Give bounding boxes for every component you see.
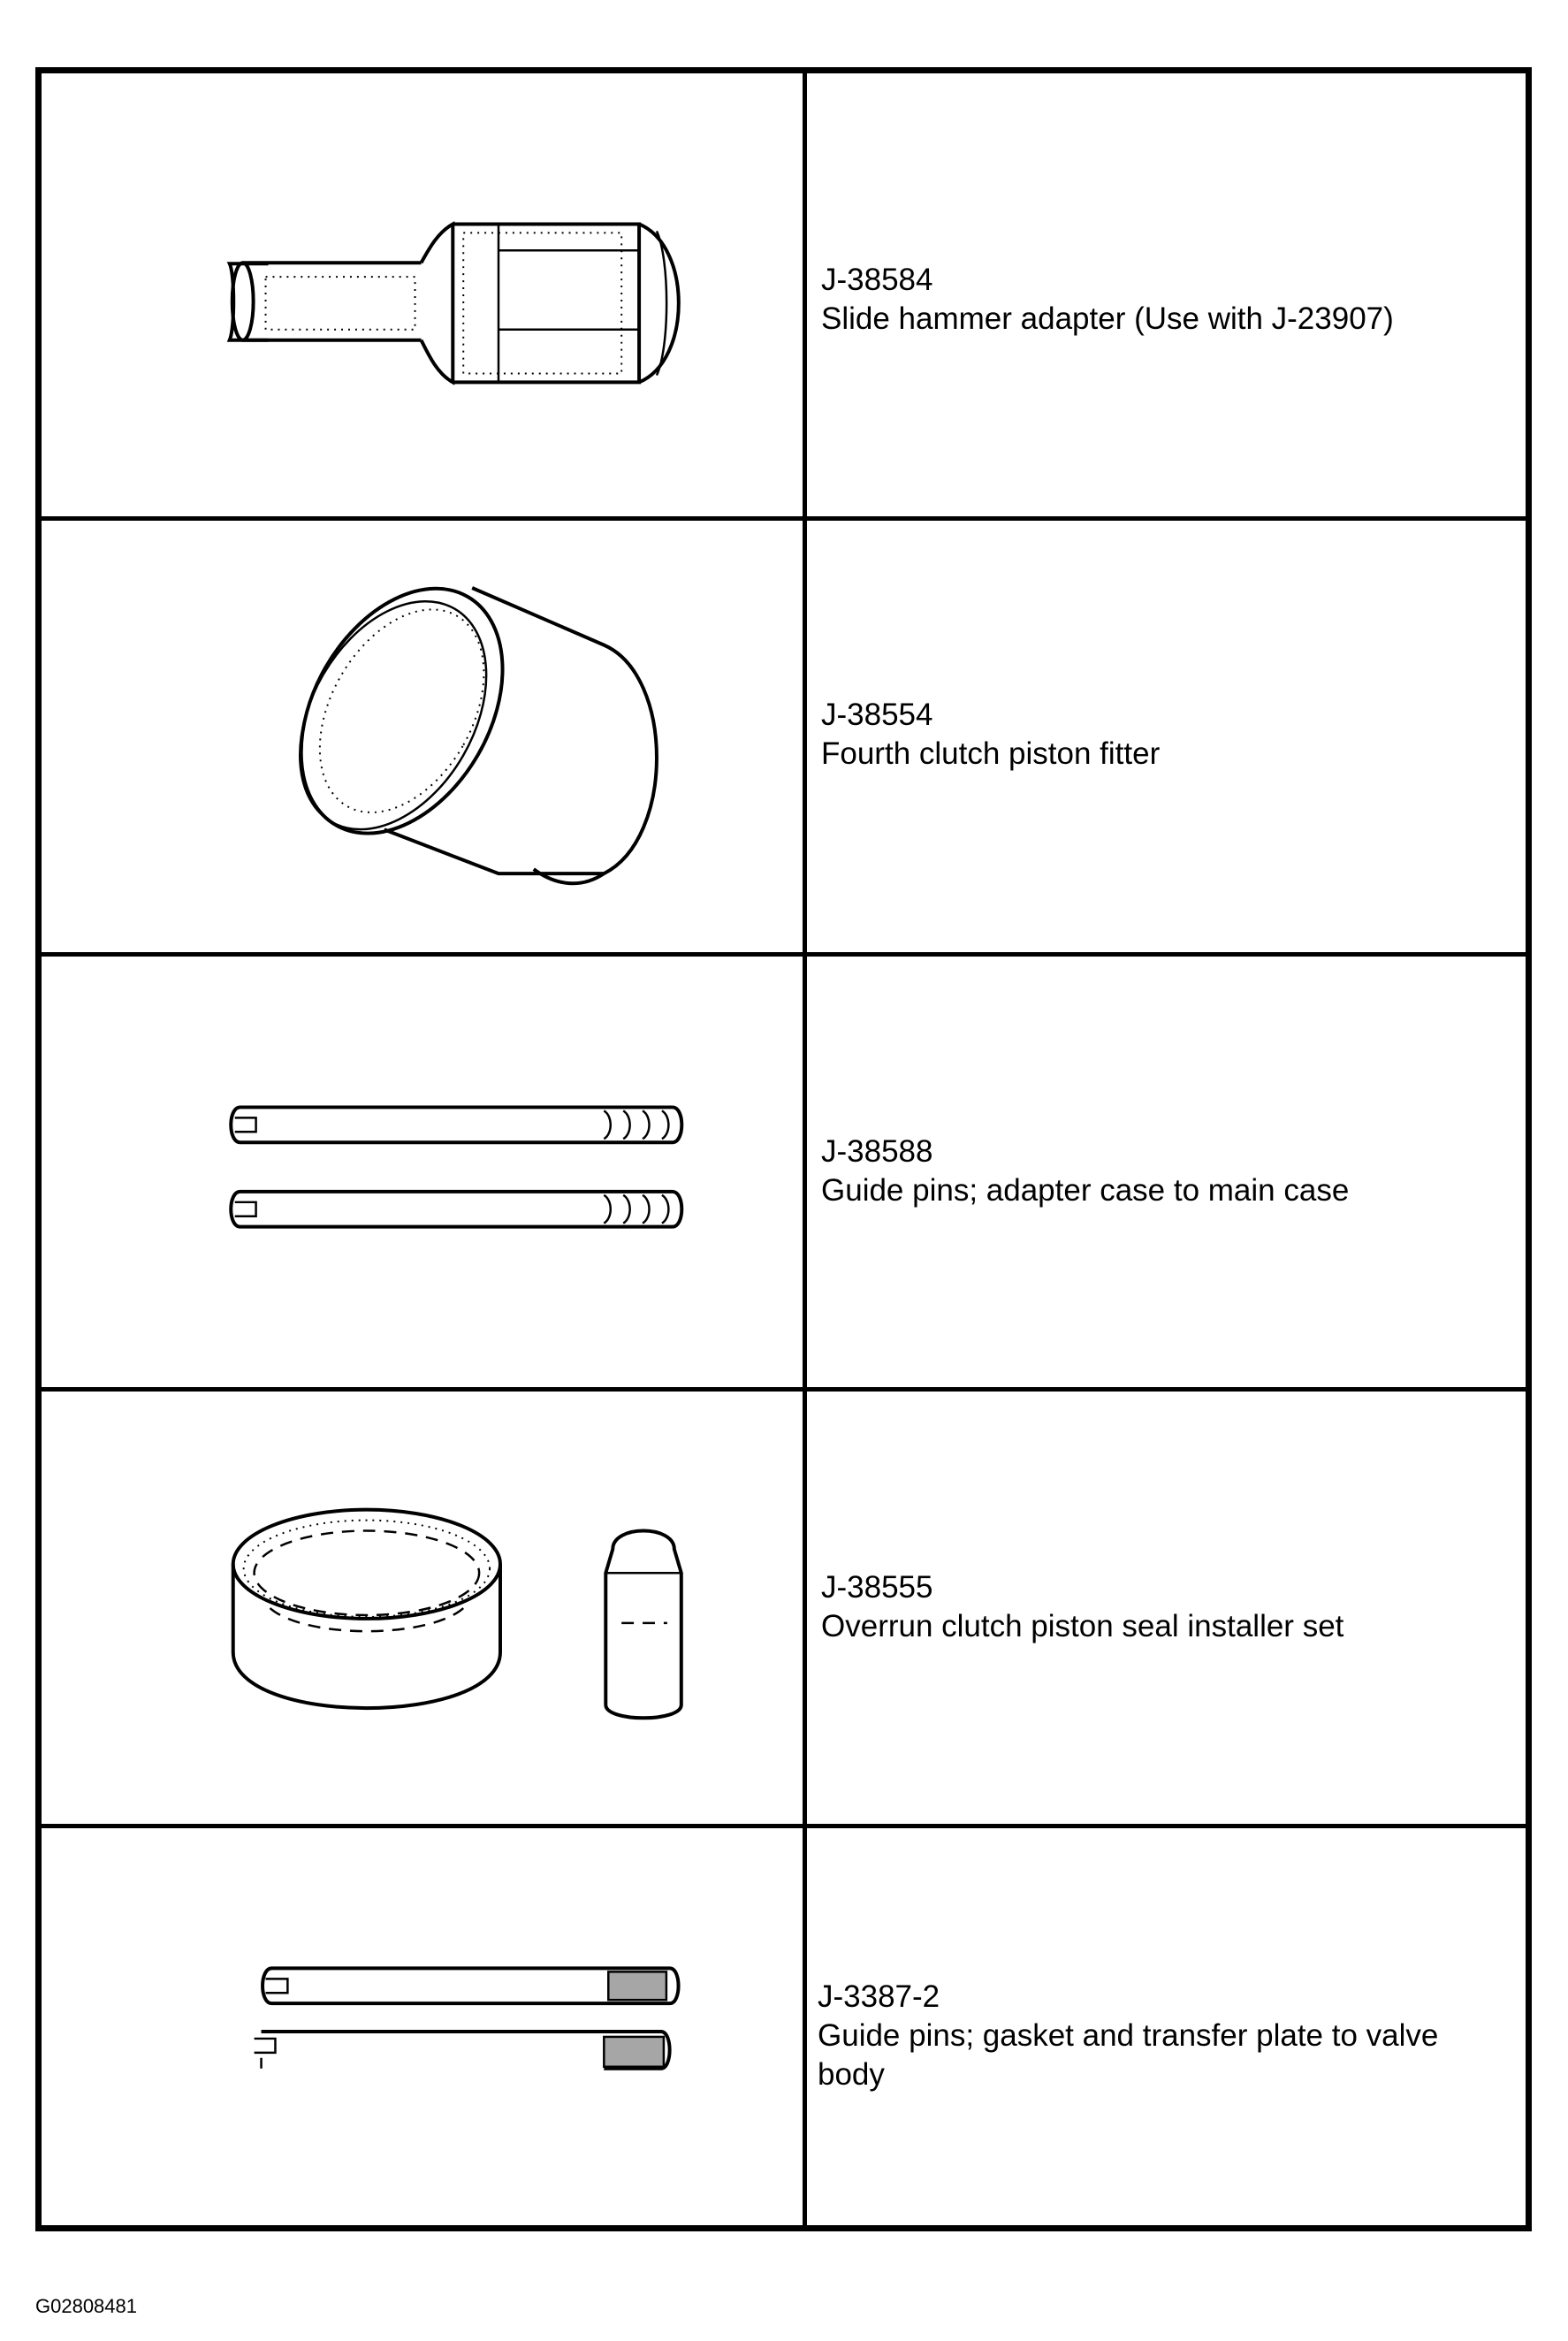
tool-description: Fourth clutch piston fitter <box>821 736 1161 771</box>
tool-illustration-slide-hammer-adapter <box>42 73 807 516</box>
tool-description: Guide pins; adapter case to main case <box>821 1173 1350 1208</box>
tool-text-cell <box>807 73 1526 516</box>
tool-row <box>42 73 1526 516</box>
tool-part-number: J-38588 <box>821 1134 933 1169</box>
tool-illustration-seal-installer-set <box>42 1392 807 1828</box>
slide-hammer-adapter-drawing <box>42 73 803 516</box>
tool-part-number: J-3387-2 <box>818 1979 940 2014</box>
tool-description: Overrun clutch piston seal installer set <box>821 1609 1344 1643</box>
special-tools-table <box>35 67 1532 2231</box>
seal-installer-set-drawing <box>42 1392 803 1828</box>
guide-pins-drawing <box>42 957 803 1392</box>
tool-description: Guide pins; gasket and transfer plate to valve body <box>818 2018 1439 2092</box>
tool-illustration-guide-pins <box>42 957 807 1392</box>
tool-illustration-piston-fitter <box>42 521 807 957</box>
tool-row <box>42 516 1526 957</box>
tool-row <box>42 1824 1526 2230</box>
guide-pins-valve-body-drawing <box>42 1828 803 2230</box>
tool-text-cell <box>807 1392 1526 1828</box>
tool-description: Slide hammer adapter (Use with J-23907) <box>821 301 1394 336</box>
tool-text-cell <box>807 957 1526 1392</box>
tool-row <box>42 1387 1526 1828</box>
tool-part-number: J-38555 <box>821 1570 933 1605</box>
tool-row <box>42 952 1526 1392</box>
tool-part-number: J-38584 <box>821 263 933 297</box>
figure-id: G02808481 <box>35 2295 137 2317</box>
tool-text-cell <box>807 521 1526 957</box>
tool-part-number: J-38554 <box>821 698 933 732</box>
tool-illustration-guide-pins-valve-body <box>42 1828 807 2230</box>
tool-text-cell <box>807 1828 1526 2230</box>
piston-fitter-drawing <box>42 521 803 957</box>
